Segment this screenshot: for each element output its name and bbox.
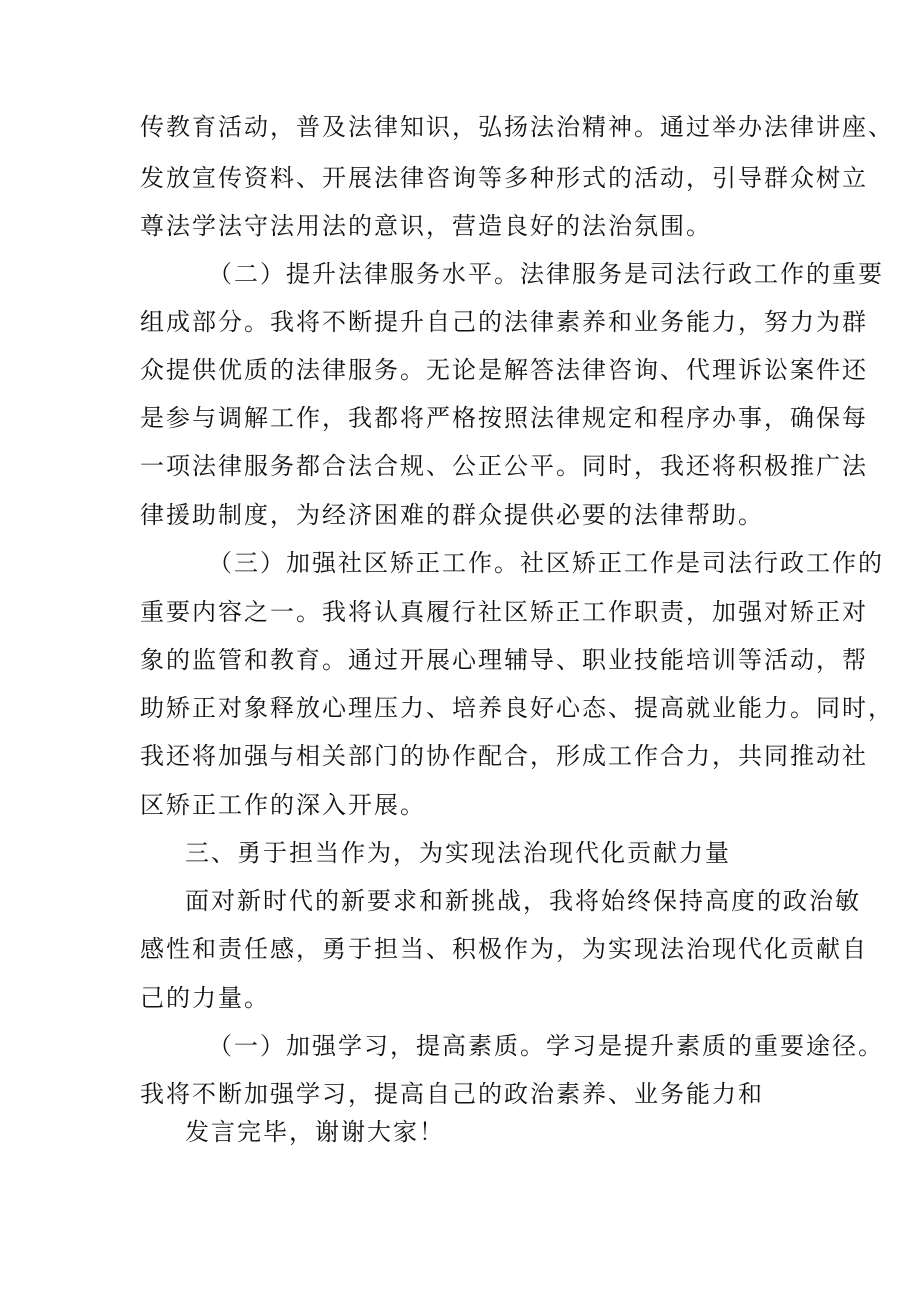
text-line-5: 组成部分。我将不断提升自己的法律素养和业务能力，努力为群 [140,308,868,336]
text-line-21: 我将不断加强学习，提高自己的政治素养、业务能力和 [140,1080,764,1108]
text-line-14: 我还将加强与相关部门的协作配合，形成工作合力，共同推动社 [140,742,868,770]
text-line-3: 尊法学法守法用法的意识，营造良好的法治氛围。 [140,212,712,240]
text-line-13: 助矫正对象释放心理压力、培养良好心态、提高就业能力。同时， [140,694,894,722]
paragraph-heading-2: （二）提升法律服务水平。法律服务是司法行政工作的重要 [208,260,884,288]
paragraph-heading-3: （三）加强社区矫正工作。社区矫正工作是司法行政工作的 [208,549,884,577]
text-line-18: 感性和责任感，勇于担当、积极作为，为实现法治现代化贡献自 [140,935,868,963]
text-line-19: 己的力量。 [140,984,270,1012]
text-line-15: 区矫正工作的深入开展。 [140,791,426,819]
text-line-12: 象的监管和教育。通过开展心理辅导、职业技能培训等活动，帮 [140,646,868,674]
text-line-8: 一项法律服务都合法合规、公正公平。同时，我还将积极推广法 [140,452,868,480]
text-line-2: 发放宣传资料、开展法律咨询等多种形式的活动，引导群众树立 [140,164,868,192]
text-line-7: 是参与调解工作，我都将严格按照法律规定和程序办事，确保每 [140,404,868,432]
closing-remark: 发言完毕，谢谢大家！ [185,1118,445,1146]
text-line-6: 众提供优质的法律服务。无论是解答法律咨询、代理诉讼案件还 [140,356,868,384]
text-line-17: 面对新时代的新要求和新挑战，我将始终保持高度的政治敏 [185,887,861,915]
text-line-1: 传教育活动，普及法律知识，弘扬法治精神。通过举办法律讲座、 [140,113,894,141]
paragraph-heading-1: （一）加强学习，提高素质。学习是提升素质的重要途径。 [208,1032,884,1060]
text-line-9: 律援助制度，为经济困难的群众提供必要的法律帮助。 [140,501,764,529]
text-line-11: 重要内容之一。我将认真履行社区矫正工作职责，加强对矫正对 [140,598,868,626]
section-heading-3: 三、勇于担当作为，为实现法治现代化贡献力量 [185,839,731,867]
